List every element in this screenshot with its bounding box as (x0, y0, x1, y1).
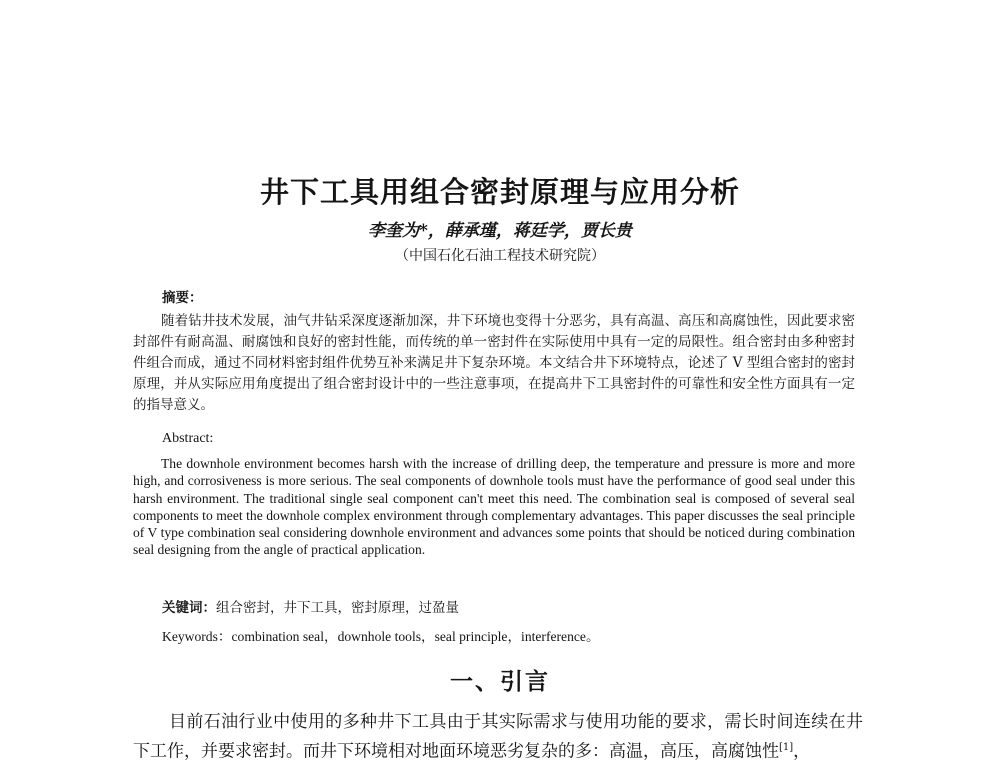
keywords-zh-label: 关键词： (162, 600, 216, 616)
body-paragraph (133, 710, 863, 765)
keywords-en (162, 625, 600, 645)
keywords-en-value: combination seal，downhole tools，seal principle，interference。 (231, 629, 600, 644)
body-text: 目前石油行业中使用的多种井下工具由于其实际需求与使用功能的要求，需长时间连续在井下工作，并要求密封。而井下环境相对地面环境恶劣复杂的多：高温，高压，高腐蚀性 (133, 712, 863, 762)
section-heading: 一、引言 (450, 669, 550, 695)
abstract-en-label: Abstract: (162, 431, 214, 446)
body-tail: ， (793, 741, 811, 762)
keywords-zh (162, 596, 459, 616)
keywords-en-label: Keywords： (162, 629, 232, 644)
affiliation: （中国石化石油工程技术研究院） (395, 248, 605, 264)
author-list: 李奎为*，薛承瑾，蒋廷学，贾长贵 (368, 221, 632, 241)
paper-title: 井下工具用组合密封原理与应用分析 (259, 175, 740, 209)
citation-ref: [1] (779, 742, 794, 753)
abstract-en-text: The downhole environment becomes harsh with the increase of drilling deep, the temperature and pressure is more and more high, and corrosiveness is more serious. The seal components of downhole tools must have the performance of good seal under this harsh environment. The traditional single seal component can't meet this need. The combination seal is composed of several seal components to meet the downhole complex environment through complementary advantages. This paper discusses the seal principle of V type combination seal considering downhole environment and advances some points that should be noticed during combination seal designing from the angle of practical application. (133, 456, 855, 558)
abstract-zh-label: 摘要： (162, 290, 203, 306)
abstract-zh-text: 随着钻井技术发展，油气井钻采深度逐渐加深，井下环境也变得十分恶劣，具有高温、高压和高腐蚀性，因此要求密封部件有耐高温、耐腐蚀和良好的密封性能，而传统的单一密封件在实际使用中具有一定的局限性。组合密封由多种密封件组合而成，通过不同材料密封组件优势互补来满足井下复杂环境。本文结合井下环境特点，论述了 V 型组合密封的密封原理，并从实际应用角度提出了组合密封设计中的一些注意事项，在提高井下工具密封件的可靠性和安全性方面具有一定的指导意义。 (133, 313, 855, 413)
keywords-zh-value: 组合密封，井下工具，密封原理，过盈量 (216, 600, 459, 616)
